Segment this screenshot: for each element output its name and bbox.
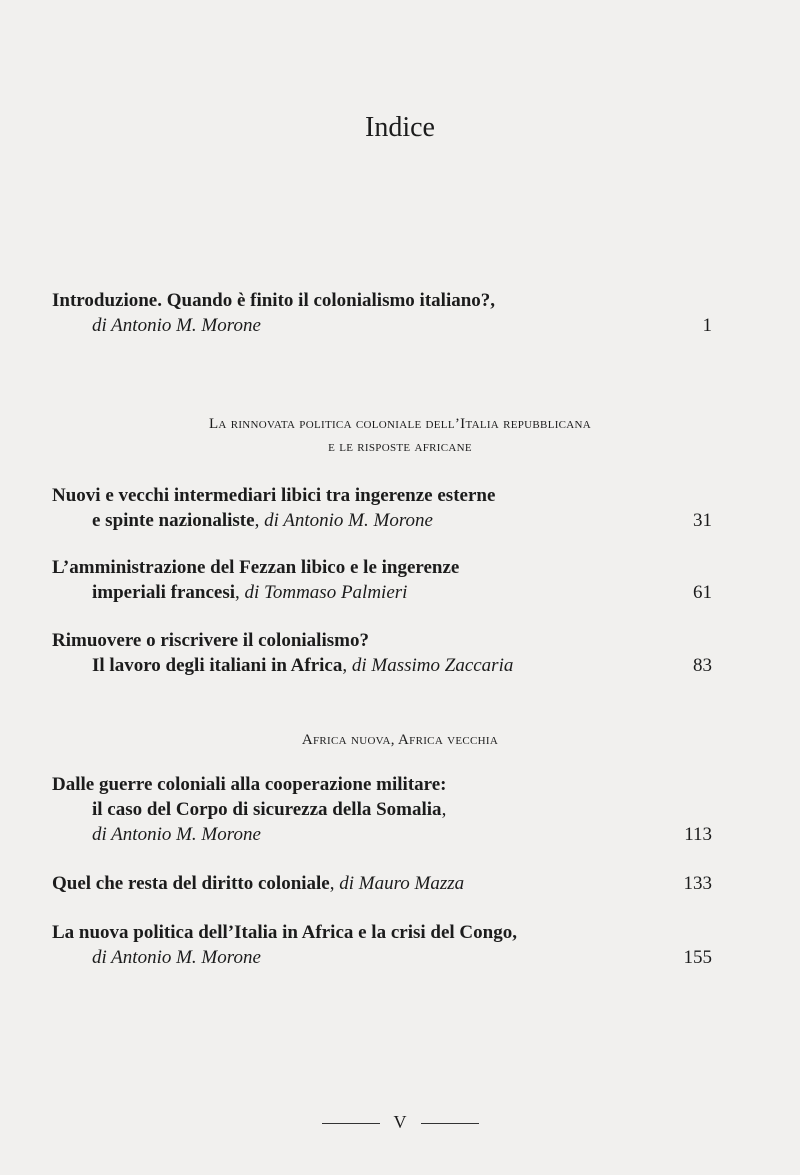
page-title: Indice xyxy=(365,112,435,143)
entry-author: di Tommaso Palmieri xyxy=(244,582,408,603)
entry-author: di Antonio M. Morone xyxy=(92,947,261,968)
entry-author: di Antonio M. Morone xyxy=(264,510,433,531)
entry-title: Nuovi e vecchi intermediari libici tra ingerenze esterne xyxy=(52,485,496,506)
toc-entry-somalia: Dalle guerre coloniali alla cooperazione militare: il caso del Corpo di sicurezza della Somalia, di Antonio M. Morone 113 xyxy=(52,774,712,845)
entry-author: di Antonio M. Morone xyxy=(92,824,261,845)
entry-title: Quel che resta del diritto coloniale xyxy=(52,873,330,894)
entry-page-number: 61 xyxy=(693,582,712,603)
entry-page-number: 31 xyxy=(693,510,712,531)
entry-title: La nuova politica dell’Italia in Africa e la crisi del Congo xyxy=(52,922,513,943)
toc-entry-intermediari-libici: Nuovi e vecchi intermediari libici tra ingerenze esterne e spinte nazionaliste, di Antonio M. Morone 31 xyxy=(52,485,712,531)
footer-rule-left xyxy=(322,1123,380,1124)
entry-author: di Antonio M. Morone xyxy=(92,315,261,336)
section-heading-africa-nuova: Africa nuova, Africa vecchia xyxy=(301,732,499,748)
toc-entry-colonialismo: Rimuovere o riscrivere il colonialismo? Il lavoro degli italiani in Africa, di Massimo Zaccaria 83 xyxy=(52,630,712,676)
footer-rule-right xyxy=(421,1123,479,1124)
entry-page-number: 113 xyxy=(684,824,712,845)
entry-author: di Massimo Zaccaria xyxy=(351,655,514,676)
section-heading-rinnovata-politica: La rinnovata politica coloniale dell’Italia repubblicana e le risposte africane xyxy=(208,416,592,455)
toc-entry-fezzan: L’amministrazione del Fezzan libico e le ingerenze imperiali francesi, di Tommaso Palmieri 61 xyxy=(52,557,712,603)
page-numeral: V xyxy=(393,1112,407,1132)
entry-page-number: 155 xyxy=(683,947,712,968)
toc-entry-congo: La nuova politica dell’Italia in Africa e la crisi del Congo, di Antonio M. Morone 155 xyxy=(52,922,712,968)
toc-entry-diritto-coloniale: Quel che resta del diritto coloniale, di Mauro Mazza 133 xyxy=(52,873,712,894)
entry-page-number: 133 xyxy=(683,873,712,894)
entry-page-number: 83 xyxy=(693,655,712,676)
entry-author: di Mauro Mazza xyxy=(339,873,465,894)
toc-entry-introduzione: Introduzione. Quando è finito il colonialismo italiano?, di Antonio M. Morone 1 xyxy=(52,290,712,336)
entry-title: Introduzione. Quando è finito il colonialismo italiano? xyxy=(52,290,491,311)
entry-page-number: 1 xyxy=(702,315,712,336)
entry-title: L’amministrazione del Fezzan libico e le ingerenze xyxy=(52,557,460,578)
entry-title: Rimuovere o riscrivere il colonialismo? xyxy=(52,630,369,651)
page-footer xyxy=(0,1112,800,1133)
entry-title: Dalle guerre coloniali alla cooperazione militare: xyxy=(52,774,447,795)
